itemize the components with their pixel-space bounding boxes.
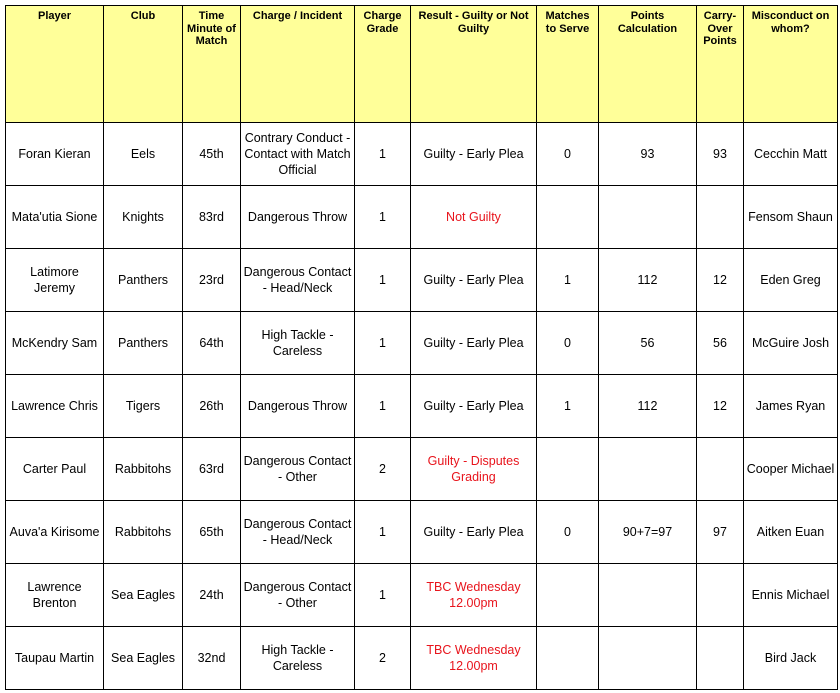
player-cell: Taupau Martin <box>6 627 104 690</box>
grade-cell: 1 <box>355 249 411 312</box>
header-grade: Charge Grade <box>355 6 411 123</box>
misconduct-on-cell: Cecchin Matt <box>744 123 838 186</box>
grade-cell: 1 <box>355 186 411 249</box>
matches-cell <box>537 564 599 627</box>
result-cell: Guilty - Early Plea <box>411 312 537 375</box>
time-cell: 45th <box>183 123 241 186</box>
table-row <box>6 564 838 627</box>
player-cell: Carter Paul <box>6 438 104 501</box>
player-cell: Latimore Jeremy <box>6 249 104 312</box>
player-cell: Lawrence Chris <box>6 375 104 438</box>
time-cell: 63rd <box>183 438 241 501</box>
grade-cell: 2 <box>355 627 411 690</box>
time-cell: 26th <box>183 375 241 438</box>
points-cell: 90+7=97 <box>599 501 697 564</box>
misconduct-on-cell: Fensom Shaun <box>744 186 838 249</box>
points-cell: 112 <box>599 375 697 438</box>
points-cell <box>599 186 697 249</box>
misconduct-on-cell: Cooper Michael <box>744 438 838 501</box>
points-cell <box>599 627 697 690</box>
result-cell: Guilty - Early Plea <box>411 249 537 312</box>
result-cell: Guilty - Early Plea <box>411 501 537 564</box>
carry-over-cell: 12 <box>697 375 744 438</box>
carry-over-cell <box>697 186 744 249</box>
charge-cell: Dangerous Throw <box>241 186 355 249</box>
matches-cell: 0 <box>537 501 599 564</box>
header-time: Time Minute of Match <box>183 6 241 123</box>
time-cell: 24th <box>183 564 241 627</box>
time-cell: 65th <box>183 501 241 564</box>
matches-cell <box>537 627 599 690</box>
club-cell: Panthers <box>104 249 183 312</box>
header-charge: Charge / Incident <box>241 6 355 123</box>
grade-cell: 1 <box>355 375 411 438</box>
time-cell: 83rd <box>183 186 241 249</box>
matches-cell <box>537 186 599 249</box>
carry-over-cell <box>697 627 744 690</box>
misconduct-on-cell: James Ryan <box>744 375 838 438</box>
club-cell: Tigers <box>104 375 183 438</box>
charge-cell: Contrary Conduct - Contact with Match Official <box>241 123 355 186</box>
table-row <box>6 123 838 186</box>
result-cell: TBC Wednesday 12.00pm <box>411 627 537 690</box>
matches-cell <box>537 438 599 501</box>
grade-cell: 1 <box>355 501 411 564</box>
table-row <box>6 627 838 690</box>
misconduct-on-cell: Bird Jack <box>744 627 838 690</box>
club-cell: Knights <box>104 186 183 249</box>
misconduct-on-cell: Ennis Michael <box>744 564 838 627</box>
grade-cell: 1 <box>355 123 411 186</box>
carry-over-cell: 12 <box>697 249 744 312</box>
player-cell: Lawrence Brenton <box>6 564 104 627</box>
matches-cell: 1 <box>537 375 599 438</box>
player-cell: Foran Kieran <box>6 123 104 186</box>
carry-over-cell <box>697 564 744 627</box>
misconduct-on-cell: Aitken Euan <box>744 501 838 564</box>
grade-cell: 1 <box>355 312 411 375</box>
charge-cell: Dangerous Contact - Other <box>241 438 355 501</box>
carry-over-cell: 56 <box>697 312 744 375</box>
points-cell: 112 <box>599 249 697 312</box>
header-whom: Misconduct on whom? <box>744 6 838 123</box>
header-club: Club <box>104 6 183 123</box>
club-cell: Eels <box>104 123 183 186</box>
result-cell: Not Guilty <box>411 186 537 249</box>
header-result: Result - Guilty or Not Guilty <box>411 6 537 123</box>
header-carry: Carry-Over Points <box>697 6 744 123</box>
matches-cell: 0 <box>537 312 599 375</box>
charge-cell: High Tackle - Careless <box>241 627 355 690</box>
carry-over-cell: 93 <box>697 123 744 186</box>
charge-cell: Dangerous Contact - Head/Neck <box>241 501 355 564</box>
points-cell <box>599 564 697 627</box>
player-cell: Mata'utia Sione <box>6 186 104 249</box>
table-row <box>6 438 838 501</box>
grade-cell: 1 <box>355 564 411 627</box>
player-cell: McKendry Sam <box>6 312 104 375</box>
matches-cell: 0 <box>537 123 599 186</box>
carry-over-cell <box>697 438 744 501</box>
charge-cell: Dangerous Throw <box>241 375 355 438</box>
charge-cell: High Tackle - Careless <box>241 312 355 375</box>
time-cell: 23rd <box>183 249 241 312</box>
time-cell: 32nd <box>183 627 241 690</box>
club-cell: Rabbitohs <box>104 438 183 501</box>
header-row <box>6 6 838 123</box>
table-row <box>6 501 838 564</box>
club-cell: Sea Eagles <box>104 564 183 627</box>
misconduct-on-cell: McGuire Josh <box>744 312 838 375</box>
club-cell: Rabbitohs <box>104 501 183 564</box>
header-matches: Matches to Serve <box>537 6 599 123</box>
judiciary-table <box>5 5 838 690</box>
table-row <box>6 249 838 312</box>
points-cell: 93 <box>599 123 697 186</box>
header-points: Points Calculation <box>599 6 697 123</box>
result-cell: TBC Wednesday 12.00pm <box>411 564 537 627</box>
player-cell: Auva'a Kirisome <box>6 501 104 564</box>
table-row <box>6 375 838 438</box>
table-row <box>6 312 838 375</box>
points-cell: 56 <box>599 312 697 375</box>
result-cell: Guilty - Early Plea <box>411 123 537 186</box>
table-row <box>6 186 838 249</box>
matches-cell: 1 <box>537 249 599 312</box>
club-cell: Panthers <box>104 312 183 375</box>
charge-cell: Dangerous Contact - Other <box>241 564 355 627</box>
result-cell: Guilty - Early Plea <box>411 375 537 438</box>
grade-cell: 2 <box>355 438 411 501</box>
result-cell: Guilty - Disputes Grading <box>411 438 537 501</box>
points-cell <box>599 438 697 501</box>
header-player: Player <box>6 6 104 123</box>
misconduct-on-cell: Eden Greg <box>744 249 838 312</box>
club-cell: Sea Eagles <box>104 627 183 690</box>
charge-cell: Dangerous Contact - Head/Neck <box>241 249 355 312</box>
time-cell: 64th <box>183 312 241 375</box>
carry-over-cell: 97 <box>697 501 744 564</box>
